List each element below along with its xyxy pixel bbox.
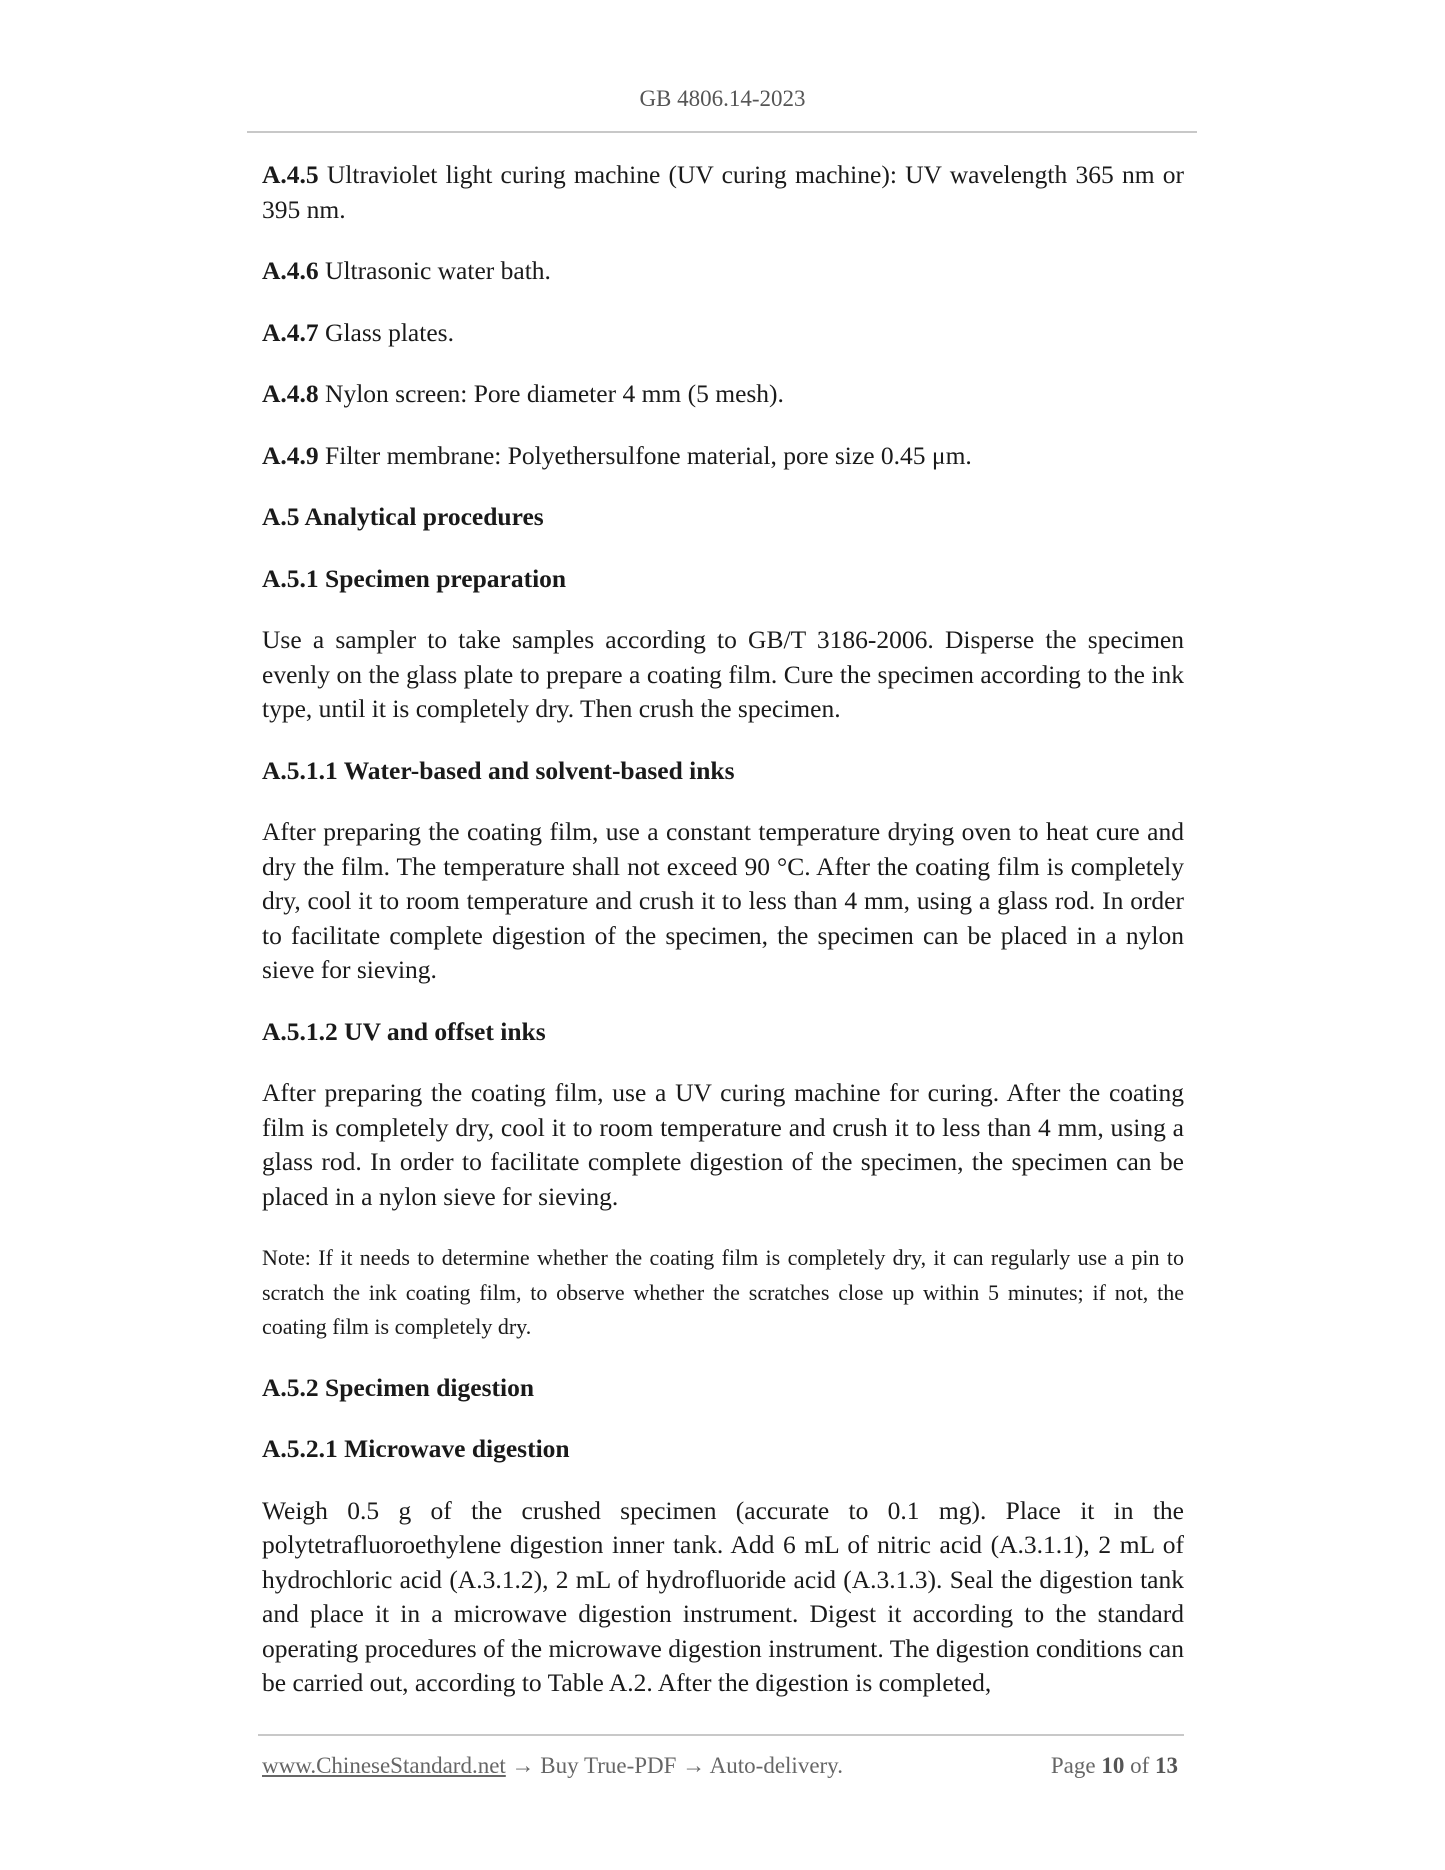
paragraph-a51: Use a sampler to take samples according to GB/T 3186-2006. Disperse the specimen evenly on the glass plate to prepare a coating film. Cure the specimen according to the ink type, until it is completely dry. Then crush the specimen. <box>262 625 1184 723</box>
page-body <box>262 158 1184 1728</box>
buy-pdf-text: → Buy True-PDF <box>505 1753 683 1778</box>
clause-text: Ultrasonic water bath. <box>318 256 551 285</box>
clause-number: A.4.6 <box>262 256 319 285</box>
section-heading-a51: A.5.1 Specimen preparation <box>262 563 567 593</box>
page-indicator <box>1051 1753 1178 1779</box>
section-heading-a52: A.5.2 Specimen digestion <box>262 1372 535 1402</box>
auto-delivery-text: → Auto-delivery. <box>682 1753 843 1778</box>
clause-a47 <box>262 316 1184 351</box>
clause-text: Filter membrane: Polyethersulfone material, pore size 0.45 μm. <box>318 440 972 470</box>
clause-a48 <box>262 377 1184 412</box>
header-divider <box>247 131 1197 133</box>
of-label: of <box>1124 1753 1155 1778</box>
page-total: 13 <box>1155 1753 1178 1778</box>
section-heading-a511: A.5.1.1 Water-based and solvent-based inks <box>262 755 735 785</box>
running-header: GB 4806.14-2023 <box>639 86 806 111</box>
clause-a49 <box>262 439 1184 474</box>
clause-text: Nylon screen: Pore diameter 4 mm (5 mesh). <box>318 379 784 408</box>
clause-number: A.4.8 <box>262 379 319 408</box>
paragraph-a511: After preparing the coating film, use a constant temperature drying oven to heat cure and dry the film. The temperature shall not exceed 90 °C. After the coating film is completely dry, cool it to room temperature and crush it to less than 4 mm, using a glass rod. In order to facilitate complete digestion of the specimen, the specimen can be placed in a nylon sieve for sieving. <box>262 817 1184 984</box>
section-heading-a512: A.5.1.2 UV and offset inks <box>262 1016 546 1046</box>
clause-a46 <box>262 254 1184 289</box>
clause-a45 <box>262 158 1184 227</box>
page-label: Page <box>1050 1753 1102 1778</box>
website-link[interactable]: www.ChineseStandard.net <box>262 1753 506 1778</box>
section-heading-a5: A.5 Analytical procedures <box>262 502 544 531</box>
note-paragraph: Note: If it needs to determine whether the coating film is completely dry, it can regularly use a pin to scratch the ink coating film, to observe whether the scratches close up within 5 minutes; if not, the coating film is completely dry. <box>262 1245 1184 1339</box>
clause-number: A.4.9 <box>262 440 319 470</box>
section-heading-a521: A.5.2.1 Microwave digestion <box>262 1434 570 1463</box>
paragraph-a521: Weigh 0.5 g of the crushed specimen (accurate to 0.1 mg). Place it in the polytetrafluoroethylene digestion inner tank. Add 6 mL of nitric acid (A.3.1.1), 2 mL of hydrochloric acid (A.3.1.2), 2 mL of hydrofluoride acid (A.3.1.3). Seal the digestion tank and place it in a microwave digestion instrument. Digest it according to the standard operating procedures of the microwave digestion instrument. The digestion conditions can be carried out, according to Table A.2. After the digestion is completed, <box>262 1495 1184 1697</box>
paragraph-a512: After preparing the coating film, use a UV curing machine for curing. After the coating film is completely dry, cool it to room temperature and crush it to less than 4 mm, using a glass rod. In order to facilitate complete digestion of the specimen, the specimen can be placed in a nylon sieve for sieving. <box>262 1078 1184 1211</box>
footer-left <box>262 1753 843 1779</box>
clause-number: A.4.5 <box>262 160 319 189</box>
page-number: 10 <box>1101 1753 1125 1778</box>
clause-text: Glass plates. <box>318 317 454 347</box>
clause-number: A.4.7 <box>262 317 319 347</box>
clause-text: Ultraviolet light curing machine (UV curing machine): UV wavelength 365 nm or 395 nm. <box>262 160 1184 224</box>
footer-divider <box>258 1734 1184 1736</box>
